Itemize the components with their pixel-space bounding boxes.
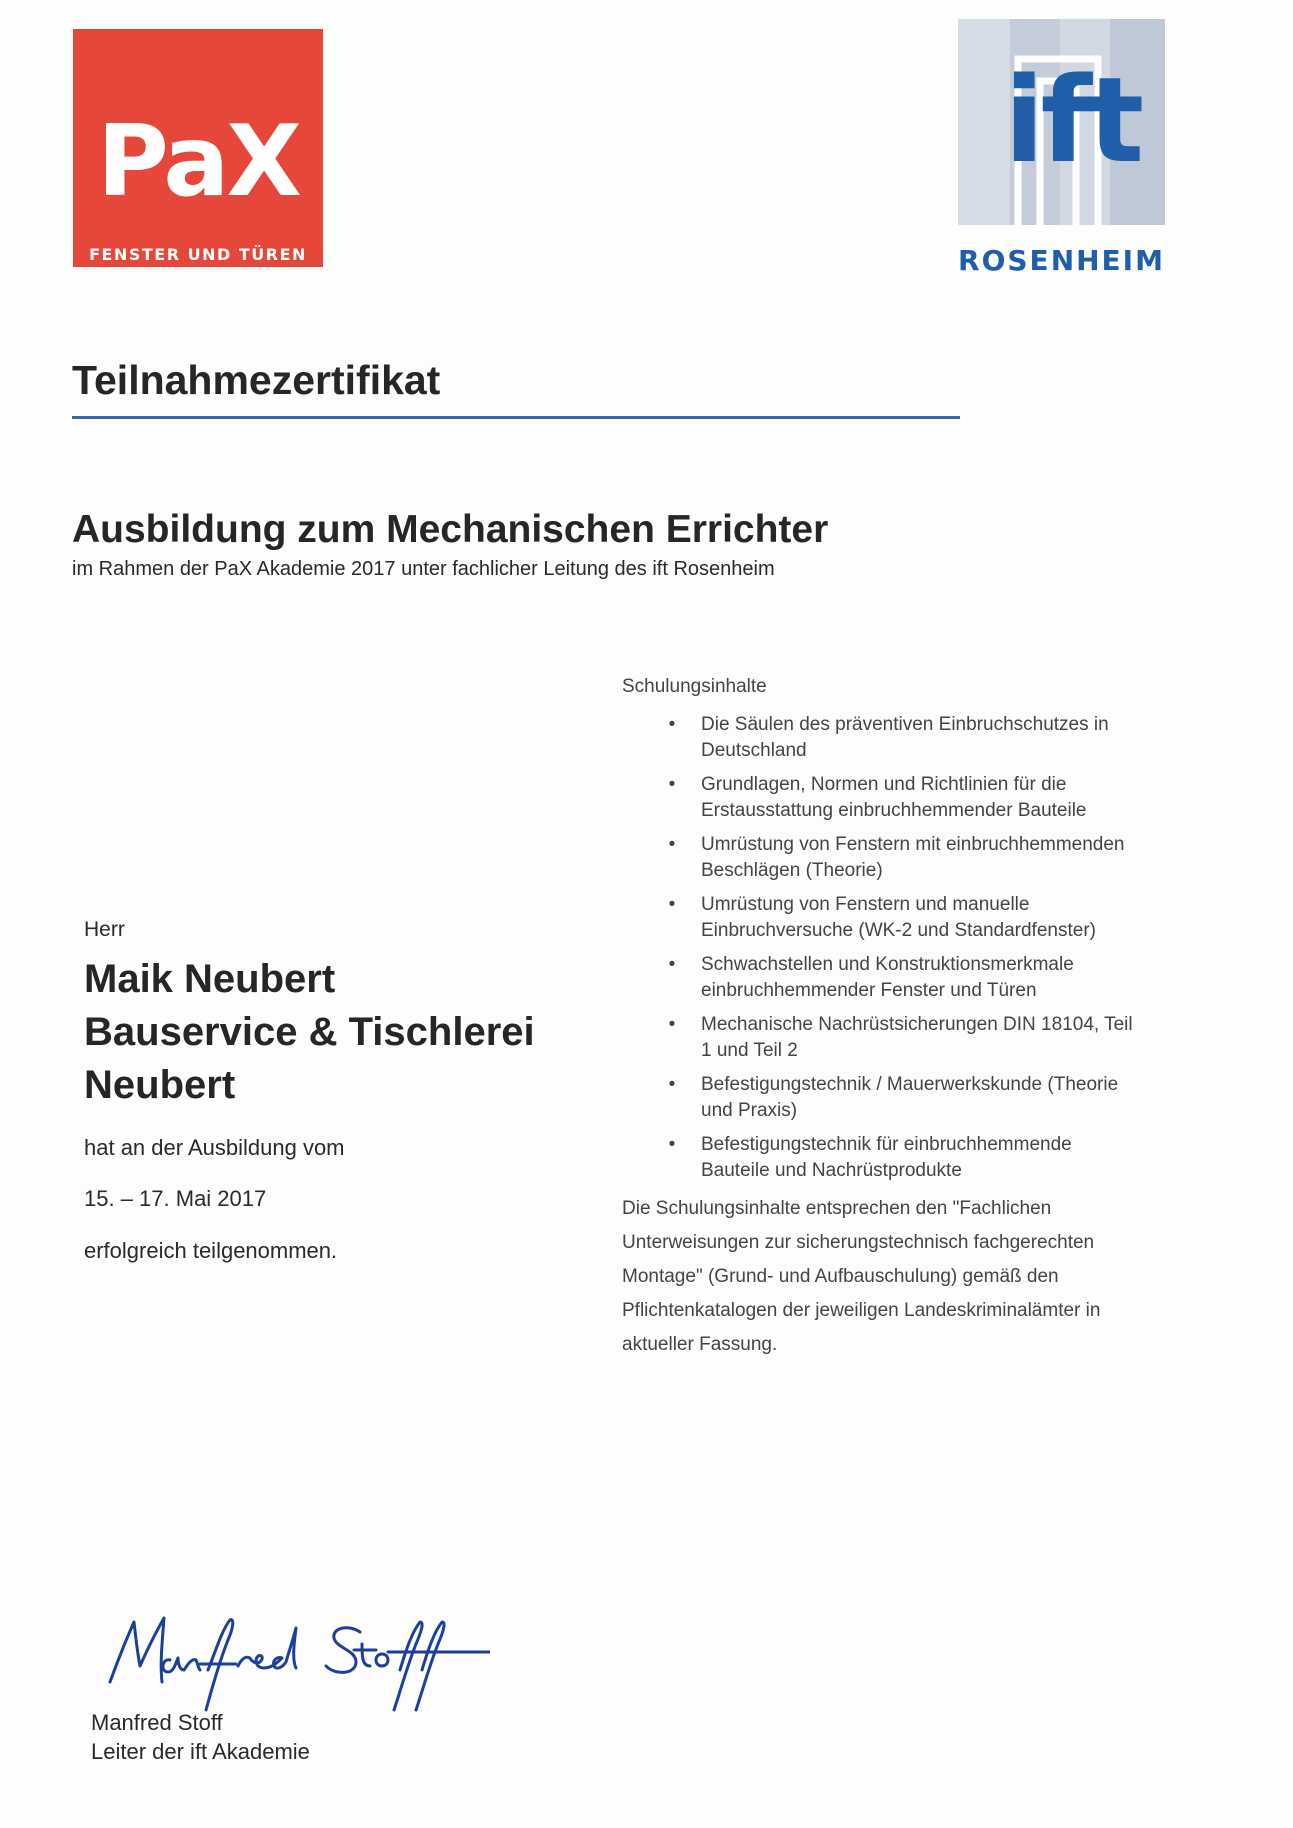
bullet-icon: • (668, 834, 676, 855)
bullet-icon: • (668, 1074, 676, 1095)
course-headline: Ausbildung zum Mechanischen Errichter (72, 508, 829, 551)
pax-logo-tagline: FENSTER UND TÜREN (89, 245, 307, 264)
list-item: • Mechanische Nachrüstsicherungen DIN 18104, Teil 1 und Teil 2 (622, 1012, 1142, 1064)
pax-logo-wordmark: PaX (97, 105, 299, 219)
list-item: • Die Säulen des präventiven Einbruchschutzes in Deutschland (622, 712, 1142, 764)
list-item: • Befestigungstechnik für einbruchhemmende Bauteile und Nachrüstprodukte (622, 1132, 1142, 1184)
ift-logo-location: ROSENHEIM (958, 244, 1165, 277)
list-item: • Grundlagen, Normen und Richtlinien für die Erstausstattung einbruchhemmender Bauteile (622, 772, 1142, 824)
participation-outcome: erfolgreich teilgenommen. (84, 1238, 338, 1263)
ift-rosenheim-logo (958, 19, 1165, 277)
list-item: • Umrüstung von Fenstern mit einbruchhemmenden Beschlägen (Theorie) (622, 832, 1142, 884)
training-contents-note: Die Schulungsinhalte entsprechen den "Fachlichen Unterweisungen zur sicherungstechnisch fachgerechten Montage" (Grund- und Aufbauschulung) gemäß den Pflichtenkatalogen der jeweiligen Landeskriminalämter in aktueller Fassung. (622, 1198, 1101, 1355)
bullet-icon: • (668, 1134, 676, 1155)
participant-name: Maik Neubert (84, 957, 336, 1001)
participant-salutation: Herr (84, 918, 125, 941)
bullet-icon: • (668, 774, 676, 795)
bullet-icon: • (668, 1014, 676, 1035)
training-contents (622, 674, 1142, 1362)
signatory-block (91, 1708, 310, 1766)
participant-block (84, 953, 624, 1112)
participant-company: Bauservice & Tischlerei Neubert (84, 1010, 535, 1107)
signature (100, 1600, 490, 1720)
bullet-icon: • (668, 714, 676, 735)
list-item: • Befestigungstechnik / Mauerwerkskunde (Theorie und Praxis) (622, 1072, 1142, 1124)
title-divider (72, 416, 960, 419)
signatory-role: Leiter der ift Akademie (91, 1739, 310, 1764)
participation-intro: hat an der Ausbildung vom (84, 1135, 345, 1160)
pax-logo (73, 29, 323, 267)
ift-logo-wordmark: ift (1004, 51, 1141, 189)
training-contents-list (622, 712, 1142, 1184)
signatory-name: Manfred Stoff (91, 1710, 223, 1735)
signature-text (490, 1600, 491, 1601)
training-contents-heading: Schulungsinhalte (622, 676, 767, 697)
list-item: • Schwachstellen und Konstruktionsmerkmale einbruchhemmender Fenster und Türen (622, 952, 1142, 1004)
training-date-range: 15. – 17. Mai 2017 (84, 1186, 267, 1211)
bullet-icon: • (668, 894, 676, 915)
list-item: • Umrüstung von Fenstern und manuelle Einbruchversuche (WK-2 und Standardfenster) (622, 892, 1142, 944)
certificate-title: Teilnahmezertifikat (72, 357, 441, 403)
course-subheadline: im Rahmen der PaX Akademie 2017 unter fachlicher Leitung des ift Rosenheim (72, 558, 775, 580)
bullet-icon: • (668, 954, 676, 975)
